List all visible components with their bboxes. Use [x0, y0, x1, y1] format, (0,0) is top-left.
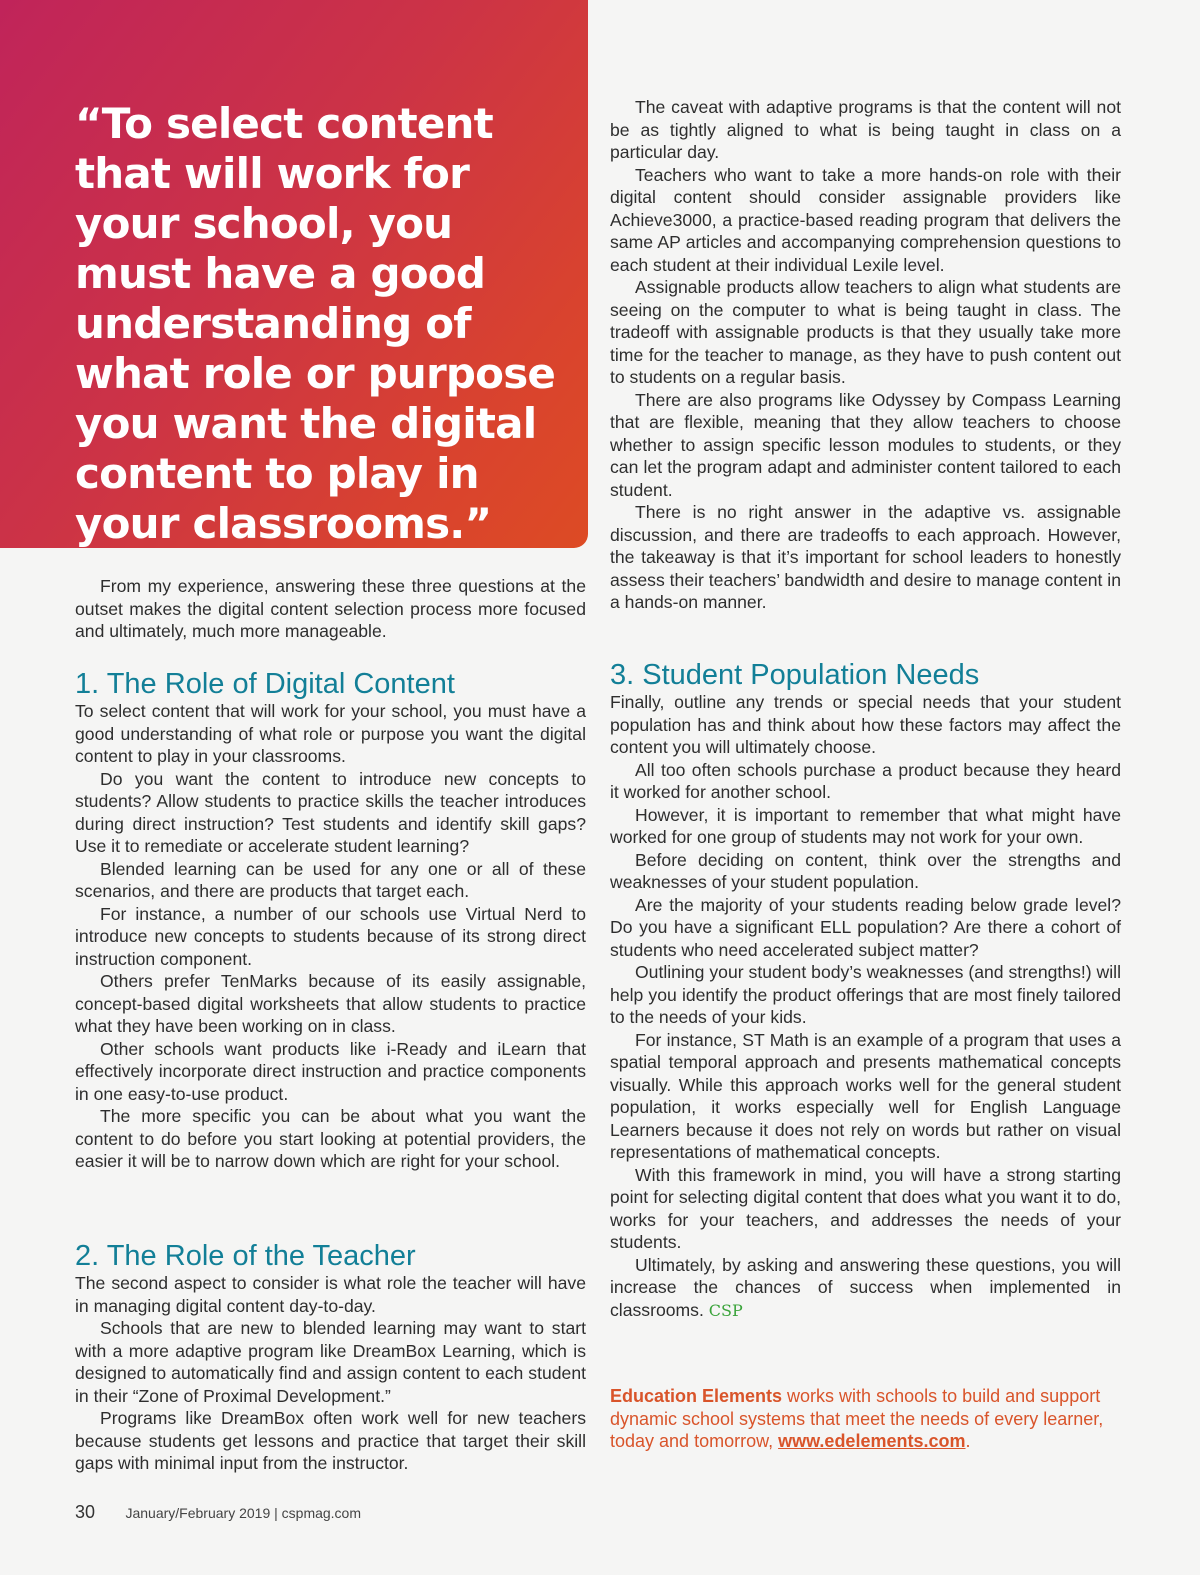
paragraph: Outlining your student body’s weaknesses (and strengths!) will help you identify the product offerings that are most finely tailored to the needs of your kids. — [610, 962, 1121, 1027]
final-paragraph-text: Ultimately, by asking and answering these questions, you will increase the chances of success when implemented in classrooms. — [610, 1254, 1121, 1320]
section-role-of-digital-content — [75, 668, 586, 1173]
section-heading: 1. The Role of Digital Content — [75, 668, 455, 700]
paragraph: All too often schools purchase a product because they heard it worked for another school. — [610, 759, 1121, 802]
paragraph: Others prefer TenMarks because of its easily assignable, concept-based digital worksheets that allow students to practice what they have been working on in class. — [75, 971, 586, 1036]
paragraph: With this framework in mind, you will have a strong starting point for selecting digital content that does what you want it to do, works for your teachers, and addresses the needs of your students. — [610, 1164, 1121, 1252]
section-student-population-needs — [610, 659, 1121, 1322]
paragraph: Do you want the content to introduce new concepts to students? Allow students to practice skills the teacher introduces during direct instruction? Test students and identify skill gaps? Use it to remediate or accelerate student learning? — [75, 768, 586, 856]
paragraph: Blended learning can be used for any one or all of these scenarios, and there are products that target each. — [75, 858, 586, 901]
paragraph: Teachers who want to take a more hands-on role with their digital content should consider assignable providers like Achieve3000, a practice-based reading program that delivers the same AP articles and accompanying comprehension questions to each student at their individual Lexile level. — [610, 164, 1121, 275]
bio-website-link[interactable]: www.edelements.com — [778, 1431, 966, 1451]
intro-paragraph: From my experience, answering these three questions at the outset makes the digital content selection process more focused and ultimately, much more manageable. — [75, 576, 586, 641]
paragraph: The second aspect to consider is what role the teacher will have in managing digital content day-to-day. — [75, 1273, 586, 1316]
paragraph: Are the majority of your students reading below grade level? Do you have a significant ELL population? Are there a cohort of students who need accelerated subject matter? — [610, 894, 1121, 960]
page-number: 30 — [75, 1502, 96, 1522]
right-column-top — [610, 96, 1121, 614]
pull-quote-panel — [0, 0, 588, 548]
paragraph: For instance, ST Math is an example of a program that uses a spatial temporal approach and presents mathematical concepts visually. While this approach works well for the general student population, it works especially well for English Language Learners because it does not rely on words but rather on visual representations of mathematical concepts. — [610, 1029, 1121, 1162]
paragraph: To select content that will work for your school, you must have a good understanding of what role or purpose you want the digital content to play in your classrooms. — [75, 701, 586, 766]
page-footer — [75, 1502, 361, 1523]
section-role-of-teacher — [75, 1240, 586, 1475]
paragraph: The caveat with adaptive programs is that the content will not be as tightly aligned to what is being taught in class on a particular day. — [610, 97, 1121, 162]
paragraph: The more specific you can be about what you want the content to do before you start looking at potential providers, the easier it will be to narrow down which are right for your school. — [75, 1106, 586, 1171]
paragraph: Assignable products allow teachers to align what students are seeing on the computer to what is being taught in class. The tradeoff with assignable products is that they usually take more time for the teacher to manage, as they have to push content out to students on a regular basis. — [610, 277, 1121, 387]
bio-org-name: Education Elements — [610, 1386, 783, 1406]
paragraph: Other schools want products like i-Ready and iLearn that effectively incorporate direct instruction and practice components in one easy-to-use product. — [75, 1038, 586, 1104]
paragraph: Programs like DreamBox often work well for new teachers because students get lessons and practice that target their skill gaps with minimal input from the instructor. — [75, 1408, 586, 1473]
paragraph: Finally, outline any trends or special needs that your student population has and think about how these factors may affect the content you will ultimately choose. — [610, 692, 1121, 757]
paragraph: There is no right answer in the adaptive vs. assignable discussion, and there are tradeoffs to each approach. However, the takeaway is that it’s important for school leaders to honestly assess their teachers’ bandwidth and desire to manage content in a hands-on manner. — [610, 502, 1121, 612]
author-bio — [610, 1385, 1130, 1453]
final-paragraph — [610, 1254, 1121, 1323]
paragraph: Before deciding on content, think over the strengths and weaknesses of your student population. — [610, 849, 1121, 892]
section-heading: 2. The Role of the Teacher — [75, 1240, 416, 1272]
paragraph: There are also programs like Odyssey by Compass Learning that are flexible, meaning that they allow teachers to choose whether to assign specific lesson modules to students, or they can let the program adapt and administer content tailored to each student. — [610, 389, 1121, 500]
pull-quote: “To select content that will work for your school, you must have a good understanding of what role or purpose you want the digital content to play in your classrooms.” — [75, 99, 556, 548]
intro — [75, 575, 586, 643]
bio-end: . — [965, 1431, 971, 1451]
section-heading: 3. Student Population Needs — [610, 659, 980, 691]
bio-text: works with schools to build and support dynamic school systems that meet the needs of every learner, today and tomorrow, — [610, 1386, 1104, 1451]
publication-info: January/February 2019 | cspmag.com — [125, 1505, 362, 1521]
end-mark: CSP — [708, 1300, 743, 1320]
paragraph: For instance, a number of our schools use Virtual Nerd to introduce new concepts to students because of its strong direct instruction component. — [75, 903, 586, 969]
paragraph: However, it is important to remember that what might have worked for one group of students may not work for your own. — [610, 804, 1121, 847]
paragraph: Schools that are new to blended learning may want to start with a more adaptive program like DreamBox Learning, which is designed to automatically find and assign content to each student in their “Zone of Proximal Development.” — [75, 1318, 586, 1406]
